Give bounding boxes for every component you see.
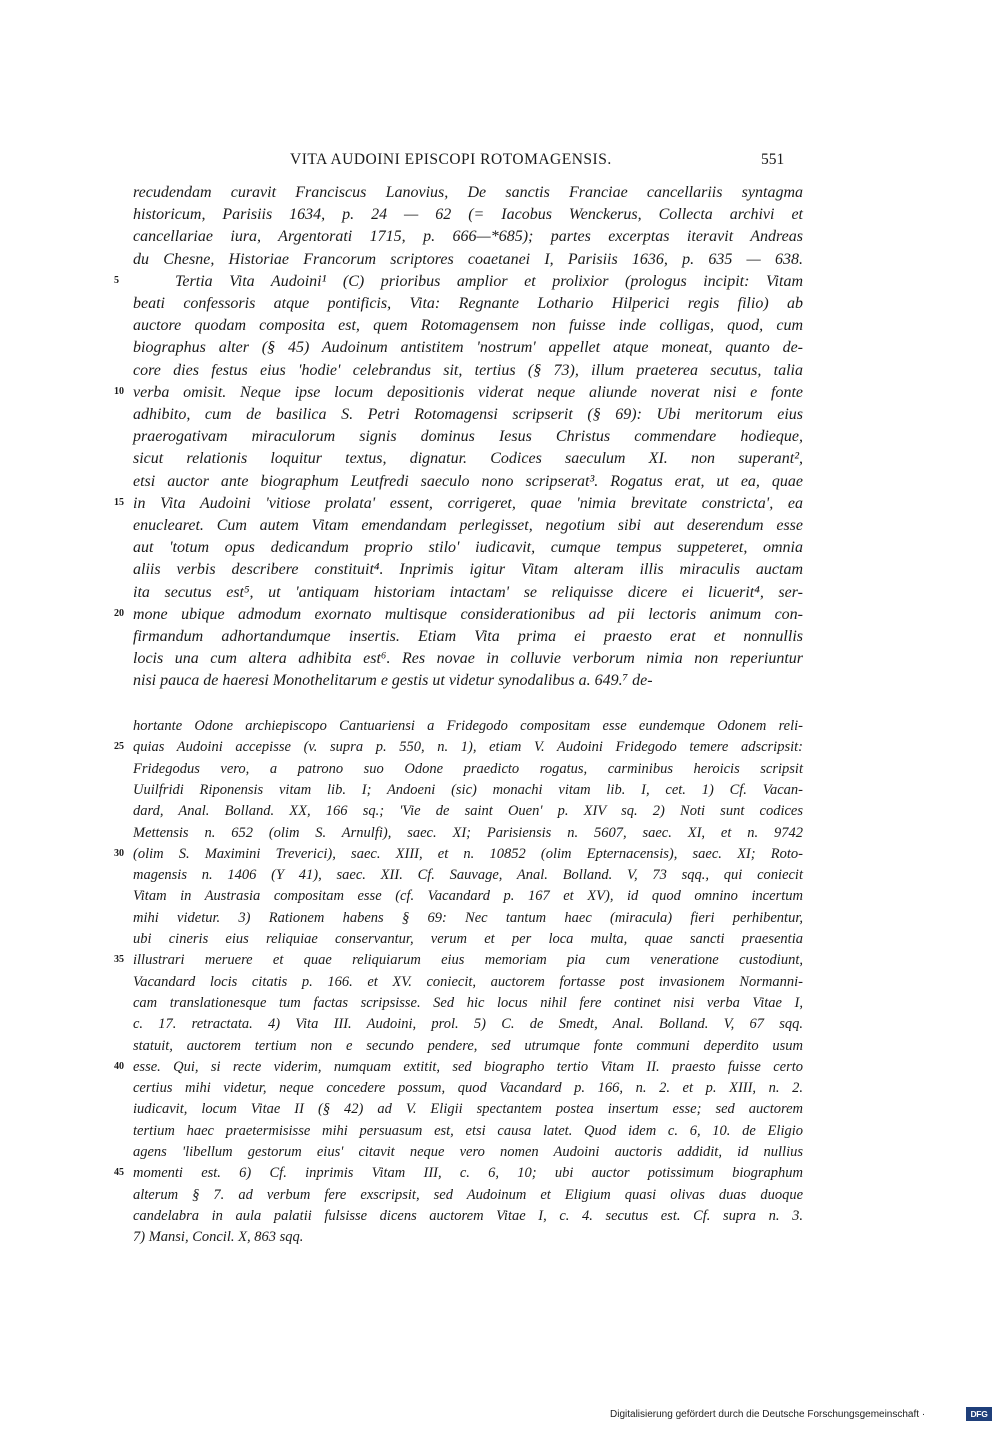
- text-line: nisi pauca de haeresi Monothelitarum e gestis ut videtur synodalibus a. 649.⁷ de-: [133, 672, 653, 690]
- text-line: sicut relationis loquitur textus, dignatur. Codices saeculum XI. non superant²,: [133, 450, 803, 468]
- text-line: alterum § 7. ad verbum fere exscripsit, sed Audoinum et Eligium quasi olivas duas duoque: [133, 1186, 803, 1203]
- text-line: statuit, auctorem tertium non e secundo pendere, sed utrumque fonte communi deperdito usum: [133, 1037, 803, 1054]
- text-line: etsi auctor ante biographum Leutfredi saeculo nono scripserat³. Rogatus erat, ut ea, quae: [133, 472, 803, 490]
- text-line: biographus alter (§ 45) Audoinum antistitem 'nostrum' appellet atque moneat, quanto de-: [133, 339, 803, 357]
- text-line: Mettensis n. 652 (olim S. Arnulfi), saec. XI; Parisiensis n. 5607, saec. XI, et n. 9742: [133, 824, 803, 841]
- text-line: quias Audoini accepisse (v. supra p. 550, n. 1), etiam V. Audoini Fridegodo temere adscripsit:: [133, 739, 803, 756]
- running-title: VITA AUDOINI EPISCOPI ROTOMAGENSIS.: [290, 151, 612, 168]
- line-number: 35: [114, 954, 124, 966]
- text-line: agens 'libellum gestorum eius' citavit neque vero nomen Audoini auctoris addidit, id nullius: [133, 1144, 803, 1160]
- text-line: aliis verbis describere constituit⁴. Inprimis igitur Vitam alteram illis miraculis auctam: [133, 561, 803, 579]
- text-line: aut 'totum opus dedicandum proprio stilo' iudicavit, cumque tempus suppeteret, omnia: [133, 539, 803, 557]
- text-line: beati confessoris atque pontificis, Vita: Regnante Lothario Hilperici regis filio) ab: [133, 295, 803, 312]
- text-line: tertium haec praetermisisse mihi persuasum est, etsi causa latet. Quod idem c. 6, 10. de Eligio: [133, 1122, 803, 1139]
- text-line: in Vita Audoini 'vitiose prolata' essent, corrigeret, quae 'nimia brevitate constricta', ea: [133, 494, 803, 512]
- line-number: 5: [114, 274, 119, 286]
- text-line: c. 17. retractata. 4) Vita III. Audoini, prol. 5) C. de Smedt, Anal. Bolland. V, 67 sqq.: [133, 1016, 803, 1033]
- text-line: enuclearet. Cum autem Vitam emendandam perlegisset, negotium sibi aut deserendum esse: [133, 517, 803, 534]
- dfg-logo: DFG: [966, 1407, 992, 1421]
- text-line: firmandum adhortandumque insertis. Etiam Vita prima ei praesto erat et nonnullis: [133, 628, 803, 645]
- text-line: magensis n. 1406 (Y 41), saec. XII. Cf. Sauvage, Anal. Bolland. V, 73 sqq., qui coniecit: [133, 867, 803, 884]
- text-line: Vacandard locis citatis p. 166. et XV. coniecit, auctorem fortasse post invasionem Normanni-: [133, 973, 803, 990]
- line-number: 10: [114, 385, 124, 397]
- text-line: (olim S. Maximini Treverici), saec. XIII, et n. 10852 (olim Epternacensis), saec. XI; Roto-: [133, 845, 803, 862]
- text-line: du Chesne, Historiae Francorum scriptores coaetanei I, Parisiis 1636, p. 635 — 638.: [133, 250, 803, 268]
- text-line: ita secutus est⁵, ut 'antiquam historiam intactam' se reliquisse dicere ei licuerit⁴, ser-: [133, 583, 803, 601]
- text-line: momenti est. 6) Cf. inprimis Vitam III, c. 6, 10; ubi auctor potissimum biographum: [133, 1165, 803, 1182]
- line-number: 45: [114, 1167, 124, 1179]
- text-line: cam translationesque tum factas scripsisse. Sed hic locus nihil fere continet nisi verba Vitae I,: [133, 994, 803, 1011]
- text-line: ubi cineris eius reliquiae conservantur, verum et per loca multa, quae sancti praesentia: [133, 931, 803, 947]
- text-line: core dies festus eius 'hodie' celebrandus sit, tertius (§ 73), illum praeterea secutus, talia: [133, 361, 803, 379]
- text-line: auctore quodam composita est, quem Rotomagensem non fuisse inde colligas, quod, cum: [133, 317, 803, 335]
- page-number: 551: [761, 151, 785, 168]
- text-line: hortante Odone archiepiscopo Cantuariensi a Fridegodo compositam esse eundemque Odonem reli-: [133, 718, 803, 734]
- line-number: 15: [114, 496, 124, 508]
- text-line: 7) Mansi, Concil. X, 863 sqq.: [133, 1229, 304, 1246]
- text-line: recudendam curavit Franciscus Lanovius, De sanctis Franciae cancellariis syntagma: [133, 184, 803, 201]
- text-line: candelabra in aula palatii fulsisse dicens auctorem Vitae I, c. 4. secutus est. Cf. supra n. 3.: [133, 1207, 803, 1224]
- text-line: locis una cum altera adhibita est⁶. Res novae in colluvie verborum nimia non reperiuntur: [133, 650, 803, 668]
- line-number: 30: [114, 847, 124, 859]
- text-line: esse. Qui, si recte viderim, numquam extitit, sed biographo tertio Vitam II. praesto fuisse certo: [133, 1058, 803, 1075]
- text-line: historicum, Parisiis 1634, p. 24 — 62 (= Iacobus Wenckerus, Collecta archivi et: [133, 206, 803, 224]
- text-line: praerogativam miraculorum signis dominus Iesus Christus commendare hodieque,: [133, 428, 803, 446]
- line-number: 20: [114, 607, 124, 619]
- page-header: [0, 151, 1000, 175]
- text-line: Tertia Vita Audoini¹ (C) prioribus amplior et prolixior (prologus incipit: Vitam: [175, 272, 803, 290]
- text-line: mihi videtur. 3) Rationem habens § 69: Nec tantum haec (miracula) fieri perhibentur,: [133, 909, 803, 926]
- line-number: 40: [114, 1060, 124, 1072]
- text-line: adhibito, cum de basilica S. Petri Rotomagensi scripserit (§ 69): Ubi meritorum eius: [133, 406, 803, 423]
- text-line: verba omisit. Neque ipse locum depositionis viderat neque aliunde noverat nisi e fonte: [133, 383, 803, 401]
- text-line: dard, Anal. Bolland. XX, 166 sq.; 'Vie de saint Ouen' p. XIV sq. 2) Noti sunt codices: [133, 803, 803, 820]
- text-line: iudicavit, locum Vitae II (§ 42) ad V. Eligii spectantem postea insertum esse; sed auctorem: [133, 1101, 803, 1118]
- text-line: certius mihi videtur, neque concedere possum, quod Vacandard p. 166, n. 2. et p. XIII, n. 2.: [133, 1080, 803, 1097]
- text-line: cancellariae iura, Argentorati 1715, p. 666—*685); partes excerptas iteravit Andreas: [133, 228, 803, 246]
- line-number: 25: [114, 741, 124, 753]
- text-line: Uuilfridi Riponensis vitam lib. I; Andoeni (sic) monachi vitam lib. I, cet. 1) Cf. Vacan-: [133, 781, 803, 798]
- text-line: mone ubique admodum exornato multisque considerationibus ad pii lectoris animum con-: [133, 605, 803, 623]
- text-line: Fridegodus vero, a patrono suo Odone praedicto rogatus, carminibus heroicis scripsit: [133, 760, 803, 777]
- text-line: illustrari meruere et quae reliquiarum eius memoriam pia cum veneratione custodiunt,: [133, 952, 803, 969]
- digitization-credit: Digitalisierung gefördert durch die Deutsche Forschungsgemeinschaft ·: [610, 1409, 926, 1420]
- text-line: Vitam in Austrasia compositam esse (cf. Vacandard p. 167 et XV), id quod omnino incertum: [133, 888, 803, 905]
